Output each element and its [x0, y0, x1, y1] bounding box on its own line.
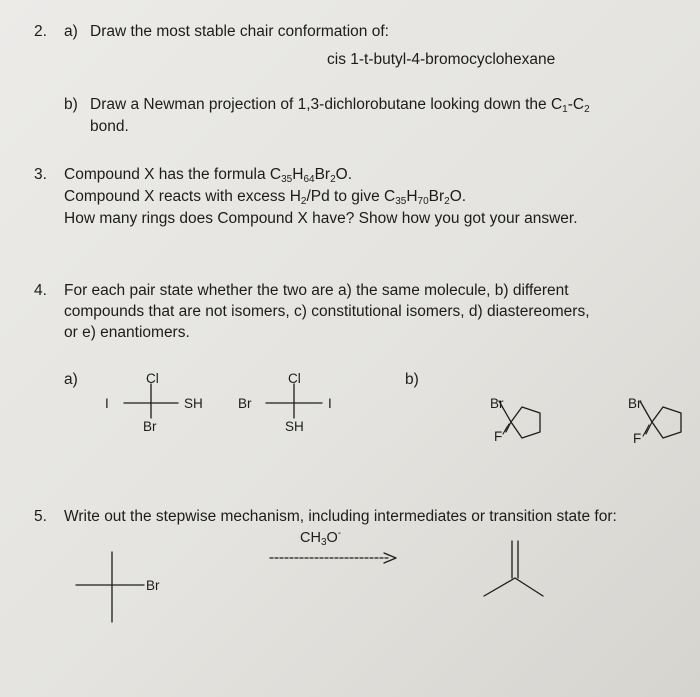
m2-left-label: Br: [238, 396, 252, 411]
q2-b-label: b): [64, 96, 78, 113]
q5-product-bonds: [484, 541, 543, 596]
ring1-f-label: F: [494, 429, 503, 444]
cyclopentane-ring-2: [640, 401, 681, 438]
q4-part-a-label: a): [64, 371, 78, 388]
m1-bottom-label: Br: [143, 419, 157, 434]
q5-substrate-br-label: Br: [146, 578, 160, 593]
m2-top-label: Cl: [288, 371, 301, 386]
dash-bond-1: [503, 422, 511, 434]
cyclopentane-ring-1: [499, 401, 540, 438]
q5-number: 5.: [34, 508, 47, 525]
q3-number: 3.: [34, 166, 47, 183]
q3-line1: Compound X has the formula $C_{35}H_{64}Br_2O$.: [64, 166, 353, 185]
ring1-br-label: Br: [490, 396, 504, 411]
q4-line3: or e) enantiomers.: [64, 324, 190, 341]
fischer-projection-2-bonds: [266, 384, 322, 418]
q2-a-compound: cis 1-t-butyl-4-bromocyclohexane: [327, 51, 556, 68]
m1-right-label: SH: [184, 396, 203, 411]
q5-reaction-arrow: [270, 553, 396, 563]
m2-bottom-label: SH: [285, 419, 304, 434]
q2-a-text: Draw the most stable chair conformation of:: [90, 23, 389, 40]
q3-line3: How many rings does Compound X have? Show how you got your answer.: [64, 210, 578, 227]
q4-part-b-label: b): [405, 371, 419, 388]
q3-line2: Compound X reacts with excess $H_2/Pd$ to give $C_{35}H_{70}Br_2O$.: [64, 188, 467, 207]
fischer-projection-1-bonds: [124, 384, 178, 418]
q2-b-line2: bond.: [90, 118, 129, 135]
m2-right-label: I: [328, 396, 332, 411]
q2-b-text: Draw a Newman projection of 1,3-dichlorobutane looking down the $C_1-C_2$: [90, 96, 590, 115]
q2-a-label: a): [64, 23, 78, 40]
m1-top-label: Cl: [146, 371, 159, 386]
q5-reagent: $CH_3O^-$: [300, 528, 342, 548]
q4-line1: For each pair state whether the two are a) the same molecule, b) different: [64, 282, 569, 299]
q4-number: 4.: [34, 282, 47, 299]
ring2-br-label: Br: [628, 396, 642, 411]
dash-bond-2: [643, 422, 652, 436]
q4-line2: compounds that are not isomers, c) constitutional isomers, d) diastereomers,: [64, 303, 590, 320]
q5-text: Write out the stepwise mechanism, including intermediates or transition state for:: [64, 508, 617, 525]
q5-substrate-bonds: [76, 552, 144, 622]
ring2-f-label: F: [633, 431, 642, 446]
m1-left-label: I: [105, 396, 109, 411]
q2-number: 2.: [34, 23, 47, 40]
